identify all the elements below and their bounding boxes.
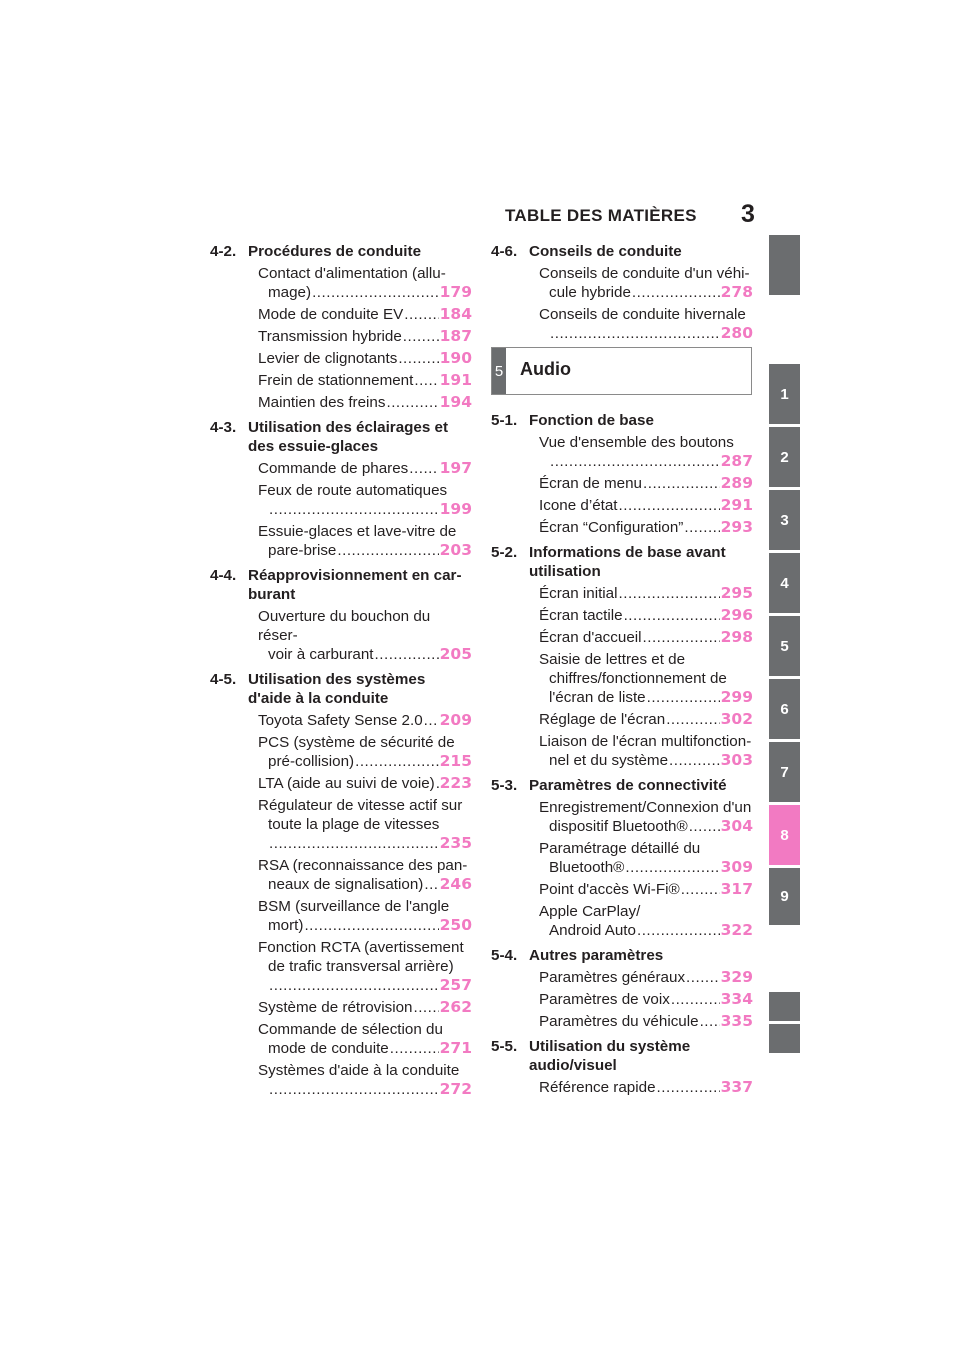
page-link[interactable]: 194 [439, 393, 472, 411]
leader-dots [657, 1078, 720, 1097]
entry-text: Paramètres du véhicule [539, 1013, 699, 1030]
leader-dots [269, 834, 439, 853]
section-number: 5-1. [491, 412, 518, 429]
toc-right-column [491, 242, 753, 1100]
toc-entry[interactable] [491, 650, 753, 707]
leader-dots [398, 349, 438, 368]
toc-entry[interactable] [210, 264, 472, 302]
section-number: 4-3. [210, 419, 237, 436]
entry-text: Système de rétrovision [258, 999, 413, 1016]
toc-entry[interactable] [491, 798, 753, 836]
entry-text: nel et du système [549, 752, 669, 769]
leader-dots [632, 283, 720, 302]
leader-dots [684, 518, 719, 537]
chapter-tab-6[interactable]: 6 [769, 679, 800, 739]
toc-entry[interactable] [491, 880, 753, 899]
entry-text: Paramètres de voix [539, 991, 670, 1008]
leader-dots [436, 774, 439, 793]
toc-entry[interactable] [210, 774, 472, 793]
page-link[interactable]: 197 [439, 459, 472, 477]
chapter-tab[interactable] [769, 235, 800, 295]
page-link[interactable]: 317 [720, 880, 753, 898]
entry-text: l'écran de liste [549, 689, 646, 706]
entry-text: PCS (système de sécurité de [258, 734, 455, 751]
toc-entry[interactable] [491, 902, 753, 940]
section-number: 4-5. [210, 671, 237, 688]
entry-text: Bluetooth® [549, 859, 625, 876]
section-title: Utilisation des éclairages et des essuie-glaces [248, 419, 449, 455]
section-title: Utilisation du système audio/visuel [529, 1038, 691, 1074]
toc-entry[interactable] [491, 264, 753, 302]
leader-dots [304, 916, 438, 935]
section-number: 5-3. [491, 777, 518, 794]
toc-section-heading[interactable] [210, 566, 472, 604]
toc-entry[interactable] [210, 938, 472, 995]
toc-entry[interactable] [210, 393, 472, 412]
entry-text: dispositif Bluetooth® [549, 818, 688, 835]
toc-entry[interactable] [210, 607, 472, 664]
toc-entry[interactable] [491, 474, 753, 493]
section-title: Paramètres de connectivité [529, 777, 727, 794]
toc-entry[interactable] [210, 371, 472, 390]
entry-text: Écran de menu [539, 475, 642, 492]
leader-dots [550, 452, 720, 471]
section-title: Utilisation des systèmes d'aide à la conduite [248, 671, 426, 707]
leader-dots [409, 459, 438, 478]
entry-text: Fonction RCTA (avertissement [258, 939, 464, 956]
entry-text: Android Auto [549, 922, 636, 939]
leader-dots [625, 858, 719, 877]
page-link[interactable]: 302 [720, 710, 753, 728]
entry-text: Saisie de lettres et de [539, 651, 686, 668]
entry-text: Commande de sélection du [258, 1021, 443, 1038]
chapter-tab-8[interactable]: 8 [769, 805, 800, 865]
page-link[interactable]: 309 [720, 858, 753, 876]
toc-section-heading[interactable] [491, 1037, 753, 1075]
toc-entry[interactable] [491, 1012, 753, 1031]
chapter-tab-7[interactable]: 7 [769, 742, 800, 802]
toc-entry[interactable] [210, 481, 472, 519]
leader-dots [624, 606, 720, 625]
toc-entry[interactable] [491, 732, 753, 770]
chapter-box-tag: 5 [492, 348, 506, 394]
page-link[interactable]: 291 [720, 496, 753, 514]
chapter-tab-2[interactable]: 2 [769, 427, 800, 487]
entry-text: Apple CarPlay/ [539, 903, 641, 920]
section-number: 4-4. [210, 567, 237, 584]
toc-entry[interactable] [210, 1061, 472, 1099]
section-title: Fonction de base [529, 412, 654, 429]
leader-dots [671, 990, 720, 1009]
header-title: TABLE DES MATIÈRES [505, 206, 697, 225]
toc-entry[interactable] [491, 1078, 753, 1097]
toc-section-heading[interactable] [491, 543, 753, 581]
entry-text: Écran “Configuration” [539, 519, 684, 536]
leader-dots [414, 371, 438, 390]
leader-dots [647, 688, 720, 707]
entry-text: chiffres/fonctionnement de [549, 670, 727, 687]
entry-text: Enregistrement/Connexion d'un [539, 799, 752, 816]
entry-text: mode de conduite [268, 1040, 389, 1057]
entry-text: Mode de conduite EV [258, 306, 404, 323]
section-title: Conseils de conduite [529, 243, 682, 260]
leader-dots [403, 327, 439, 346]
entry-text: Ouverture du bouchon du réser- [258, 608, 431, 644]
leader-dots [375, 645, 439, 664]
page-link[interactable]: 246 [439, 875, 472, 893]
entry-text: Vue d'ensemble des boutons [539, 434, 734, 451]
entry-text: toute la plage de vitesses [268, 816, 440, 833]
page-link[interactable]: 203 [439, 541, 472, 559]
leader-dots [269, 500, 439, 519]
page-link[interactable]: 295 [720, 584, 753, 602]
entry-text: Frein de stationnement [258, 372, 414, 389]
page-link[interactable]: 299 [720, 688, 753, 706]
leader-dots [643, 628, 720, 647]
entry-text: Écran tactile [539, 607, 623, 624]
page-link[interactable]: 250 [439, 916, 472, 934]
page-link[interactable]: 179 [439, 283, 472, 301]
page-link[interactable]: 235 [439, 834, 472, 852]
page-link[interactable]: 287 [720, 452, 753, 470]
entry-text: Levier de clignotants [258, 350, 398, 367]
entry-text: Transmission hybride [258, 328, 402, 345]
leader-dots [269, 1080, 439, 1099]
entry-text: Feux de route automatiques [258, 482, 448, 499]
entry-text: Paramètres généraux [539, 969, 686, 986]
entry-text: cule hybride [549, 284, 631, 301]
leader-dots [424, 875, 438, 894]
entry-text: pare-brise [268, 542, 337, 559]
page-link[interactable]: 322 [720, 921, 753, 939]
chapter-tab-5[interactable]: 5 [769, 616, 800, 676]
chapter-tab-3[interactable]: 3 [769, 490, 800, 550]
entry-text: Écran initial [539, 585, 618, 602]
page-number: 3 [741, 200, 755, 228]
toc-entry[interactable] [491, 839, 753, 877]
entry-text: Contact d'alimentation (allu- [258, 265, 446, 282]
chapter-box-title: Audio [520, 359, 571, 379]
entry-text: Essuie-glaces et lave-vitre de [258, 523, 457, 540]
leader-dots [643, 474, 720, 493]
page-link[interactable]: 272 [439, 1080, 472, 1098]
toc-entry[interactable] [491, 305, 753, 343]
section-title: Informations de base avant utilisation [529, 544, 726, 580]
entry-text: Toyota Safety Sense 2.0 [258, 712, 423, 729]
page-link[interactable]: 262 [439, 998, 472, 1016]
chapter-tab-4[interactable]: 4 [769, 553, 800, 613]
entry-text: pré-collision) [268, 753, 355, 770]
leader-dots [619, 496, 720, 515]
toc-section-heading[interactable] [491, 946, 753, 965]
leader-dots [637, 921, 720, 940]
leader-dots [550, 324, 720, 343]
chapter-box-audio[interactable] [491, 347, 752, 395]
entry-text: Référence rapide [539, 1079, 656, 1096]
section-title: Réapprovisionnement en car- burant [248, 567, 462, 603]
entry-text: voir à carburant [268, 646, 374, 663]
toc-section-heading[interactable] [210, 242, 472, 261]
entry-text: RSA (reconnaissance des pan- [258, 857, 468, 874]
leader-dots [686, 968, 720, 987]
page-link[interactable]: 280 [720, 324, 753, 342]
leader-dots [666, 710, 719, 729]
entry-text: Systèmes d'aide à la conduite [258, 1062, 460, 1079]
entry-text: Maintien des freins [258, 394, 386, 411]
leader-dots [269, 976, 439, 995]
page-link[interactable]: 329 [720, 968, 753, 986]
page-link[interactable]: 337 [720, 1078, 753, 1096]
page-link[interactable]: 215 [439, 752, 472, 770]
entry-text: BSM (surveillance de l'angle [258, 898, 450, 915]
leader-dots [424, 711, 439, 730]
toc-section-heading[interactable] [210, 418, 472, 456]
toc-section-heading[interactable] [491, 242, 753, 261]
toc-entry[interactable] [210, 856, 472, 894]
toc-entry[interactable] [491, 710, 753, 729]
toc-entry[interactable] [491, 433, 753, 471]
entry-text: mage) [268, 284, 312, 301]
page-link[interactable]: 304 [720, 817, 753, 835]
toc-entry[interactable] [491, 518, 753, 537]
section-number: 5-5. [491, 1038, 518, 1055]
entry-text: Commande de phares [258, 460, 409, 477]
page-link[interactable]: 199 [439, 500, 472, 518]
toc-section-heading[interactable] [210, 670, 472, 708]
toc-entry[interactable] [210, 522, 472, 560]
toc-entry[interactable] [210, 327, 472, 346]
page-link[interactable]: 257 [439, 976, 472, 994]
page-link[interactable]: 298 [720, 628, 753, 646]
page-link[interactable]: 190 [439, 349, 472, 367]
toc-entry[interactable] [210, 897, 472, 935]
leader-dots [390, 1039, 439, 1058]
entry-text: Réglage de l'écran [539, 711, 666, 728]
page-link[interactable]: 205 [439, 645, 472, 663]
page-link[interactable]: 335 [720, 1012, 753, 1030]
leader-dots [404, 305, 438, 324]
toc-left-column [210, 242, 472, 1102]
page-link[interactable]: 191 [439, 371, 472, 389]
page-link[interactable]: 334 [720, 990, 753, 1008]
toc-section-heading[interactable] [491, 776, 753, 795]
section-number: 4-6. [491, 243, 518, 260]
toc-entry[interactable] [491, 606, 753, 625]
leader-dots [355, 752, 439, 771]
entry-text: Icone d’état [539, 497, 618, 514]
entry-text: Régulateur de vitesse actif sur [258, 797, 463, 814]
leader-dots [681, 880, 720, 899]
chapter-tab[interactable] [769, 992, 800, 1021]
entry-text: de trafic transversal arrière) [268, 958, 454, 975]
leader-dots [312, 283, 439, 302]
leader-dots [700, 1012, 720, 1031]
toc-entry[interactable] [210, 459, 472, 478]
chapter-tab[interactable] [769, 1024, 800, 1053]
page-link[interactable]: 223 [439, 774, 472, 792]
toc-entry[interactable] [210, 305, 472, 324]
entry-text: LTA (aide au suivi de voie) [258, 775, 435, 792]
entry-text: Point d'accès Wi-Fi® [539, 881, 680, 898]
toc-entry[interactable] [210, 349, 472, 368]
toc-entry[interactable] [210, 711, 472, 730]
entry-text: neaux de signalisation) [268, 876, 424, 893]
leader-dots [337, 541, 438, 560]
toc-entry[interactable] [491, 990, 753, 1009]
toc-entry[interactable] [210, 796, 472, 853]
leader-dots [689, 817, 720, 836]
leader-dots [386, 393, 438, 412]
entry-text: Liaison de l'écran multifonction- [539, 733, 752, 750]
entry-text: Conseils de conduite hivernale [539, 306, 746, 323]
chapter-tab-1[interactable]: 1 [769, 364, 800, 424]
section-title: Autres paramètres [529, 947, 664, 964]
toc-entry[interactable] [491, 628, 753, 647]
leader-dots [413, 998, 438, 1017]
section-title: Procédures de conduite [248, 243, 422, 260]
page-link[interactable]: 271 [439, 1039, 472, 1057]
entry-text: Conseils de conduite d'un véhi- [539, 265, 750, 282]
page-link[interactable]: 278 [720, 283, 753, 301]
leader-dots [619, 584, 720, 603]
leader-dots [669, 751, 720, 770]
entry-text: mort) [268, 917, 304, 934]
page-link[interactable]: 296 [720, 606, 753, 624]
section-number: 5-2. [491, 544, 518, 561]
toc-entry[interactable] [491, 968, 753, 987]
page-link[interactable]: 184 [439, 305, 472, 323]
page-link[interactable]: 187 [439, 327, 472, 345]
toc-entry[interactable] [491, 584, 753, 603]
toc-entry[interactable] [210, 1020, 472, 1058]
toc-section-heading[interactable] [491, 411, 753, 430]
page-link[interactable]: 303 [720, 751, 753, 769]
page-link[interactable]: 293 [720, 518, 753, 536]
toc-entry[interactable] [491, 496, 753, 515]
section-number: 5-4. [491, 947, 518, 964]
entry-text: Écran d'accueil [539, 629, 642, 646]
chapter-tab-9[interactable]: 9 [769, 868, 800, 925]
page-link[interactable]: 289 [720, 474, 753, 492]
toc-entry[interactable] [210, 733, 472, 771]
page-link[interactable]: 209 [439, 711, 472, 729]
entry-text: Paramétrage détaillé du [539, 840, 701, 857]
toc-entry[interactable] [210, 998, 472, 1017]
section-number: 4-2. [210, 243, 237, 260]
